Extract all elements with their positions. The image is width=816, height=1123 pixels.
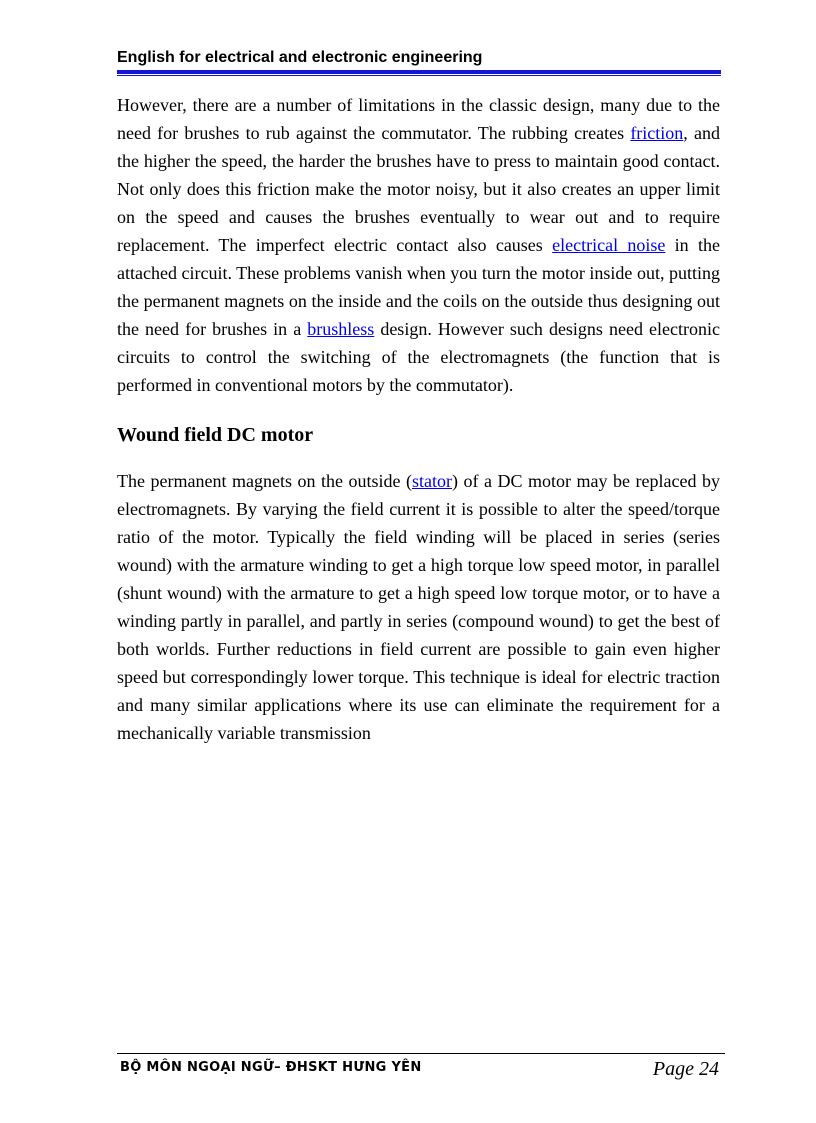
header-rule-thick	[117, 70, 721, 74]
paragraph-text: , and the higher the speed, the harder the brushes have to press to maintain good contact. Not only does this friction make the motor noisy, but it also creates an upper limit on the speed and causes the brushes eventually to wear out and to require replacement. The imperfect electric contact also causes	[117, 123, 720, 255]
running-header-title: English for electrical and electronic engineering	[117, 49, 483, 66]
page-number: Page 24	[652, 1058, 719, 1080]
link-electrical-noise[interactable]: electrical noise	[552, 235, 666, 255]
main-content	[117, 91, 720, 747]
footer-rule	[117, 1053, 725, 1054]
paragraph-text: The permanent magnets on the outside (	[117, 471, 412, 491]
footer-department: BỘ MÔN NGOẠI NGỮ– ĐHSKT HƯNG YÊN	[120, 1060, 422, 1075]
paragraph-text: in the attached circuit. These problems vanish when you turn the motor inside out, putting the permanent magnets on the inside and the coils on the outside thus designing out the need for brushes in a	[117, 235, 720, 339]
section-heading-wound-field: Wound field DC motor	[117, 424, 314, 446]
paragraph-text: However, there are a number of limitations in the classic design, many due to the need for brushes to rub against the commutator. The rubbing creates	[117, 95, 720, 143]
link-brushless[interactable]: brushless	[307, 319, 375, 339]
paragraph-text: ) of a DC motor may be replaced by electromagnets. By varying the field current it is possible to alter the speed/torque ratio of the motor. Typically the field winding will be placed in series (series wound) with the armature winding to get a high torque low speed motor, in parallel (shunt wound) with the armature to get a high speed low torque motor, or to have a winding partly in parallel, and partly in series (compound wound) to get the best of both worlds. Further reductions in field current are possible to gain even higher speed but correspondingly lower torque. This technique is ideal for electric traction and many similar applications where its use can eliminate the requirement for a mechanically variable transmission	[117, 471, 720, 743]
paragraph-text: design. However such designs need electronic circuits to control the switching of the electromagnets (the function that is performed in conventional motors by the commutator).	[117, 319, 720, 395]
link-stator[interactable]: stator	[411, 471, 452, 491]
link-friction[interactable]: friction	[630, 123, 684, 143]
header-rule-thin	[117, 75, 721, 76]
paragraph-wound-field	[117, 467, 720, 747]
paragraph-limitations	[117, 91, 720, 399]
